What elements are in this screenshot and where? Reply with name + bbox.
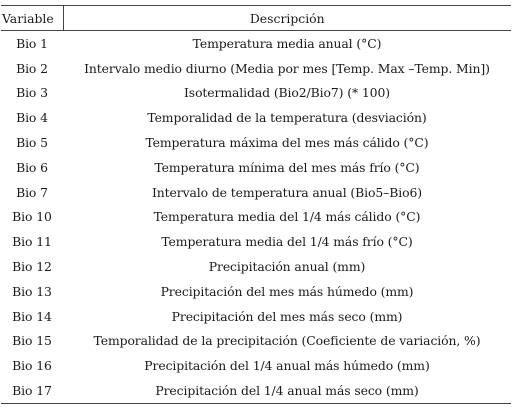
description-cell: Precipitación del 1/4 anual más húmedo (mm) xyxy=(144,358,430,374)
variable-cell: Bio 17 xyxy=(1,378,63,403)
variable-cell: Bio 15 xyxy=(12,333,52,349)
table-row xyxy=(1,81,511,106)
description-cell: Precipitación del mes más húmedo (mm) xyxy=(160,283,414,299)
variable-cell: Bio 16 xyxy=(12,358,52,374)
table-body xyxy=(1,31,511,404)
variable-cell: Bio 5 xyxy=(16,135,48,151)
column-header-variable: Variable xyxy=(1,6,63,31)
table-row xyxy=(1,56,511,81)
description-cell: Intervalo de temperatura anual (Bio5–Bio6) xyxy=(151,184,423,200)
description-cell: Precipitación del mes más seco (mm) xyxy=(171,308,403,324)
description-cell: Precipitación anual (mm) xyxy=(208,259,366,275)
variable-cell: Bio 13 xyxy=(12,283,52,299)
table-row xyxy=(1,329,511,354)
variable-cell: Bio 14 xyxy=(12,308,52,324)
description-cell: Temporalidad de la temperatura (desviación) xyxy=(147,110,427,126)
variable-cell: Bio 7 xyxy=(16,184,48,200)
description-cell: Temperatura mínima del mes más frío (°C) xyxy=(154,159,420,175)
table-row xyxy=(1,180,511,205)
description-cell: Temperatura media anual (°C) xyxy=(192,35,382,51)
variable-cell: Bio 6 xyxy=(16,159,48,175)
header-row xyxy=(1,6,511,31)
table-row xyxy=(1,130,511,155)
variable-cell: Bio 4 xyxy=(16,110,48,126)
description-cell: Temperatura media del 1/4 más cálido (°C) xyxy=(153,209,421,225)
description-cell: Temperatura máxima del mes más cálido (°C) xyxy=(145,135,429,151)
description-cell: Precipitación del 1/4 anual más seco (mm) xyxy=(63,378,511,403)
variable-cell: Bio 10 xyxy=(12,209,52,225)
column-header-description: Descripción xyxy=(63,6,511,31)
variable-cell: Bio 1 xyxy=(16,35,48,51)
table-header xyxy=(1,6,511,31)
description-cell: Temperatura media del 1/4 más frío (°C) xyxy=(161,234,413,250)
description-cell: Temporalidad de la precipitación (Coeficiente de variación, %) xyxy=(93,333,481,349)
table-row xyxy=(1,229,511,254)
table-row xyxy=(1,254,511,279)
table-row xyxy=(1,353,511,378)
table-row xyxy=(1,205,511,230)
variable-cell: Bio 11 xyxy=(12,234,52,250)
variable-cell: Bio 12 xyxy=(12,259,52,275)
variable-cell: Bio 2 xyxy=(16,60,48,76)
table-row xyxy=(1,155,511,180)
table-row xyxy=(1,105,511,130)
bioclimatic-variables-table xyxy=(1,5,511,404)
table-row xyxy=(1,279,511,304)
variable-cell: Bio 3 xyxy=(16,85,48,101)
table-row xyxy=(1,378,511,403)
table-row xyxy=(1,304,511,329)
table-row xyxy=(1,31,511,56)
description-cell: Isotermalidad (Bio2/Bio7) (* 100) xyxy=(184,85,390,101)
description-cell: Intervalo medio diurno (Media por mes [Temp. Max –Temp. Min]) xyxy=(84,60,490,76)
